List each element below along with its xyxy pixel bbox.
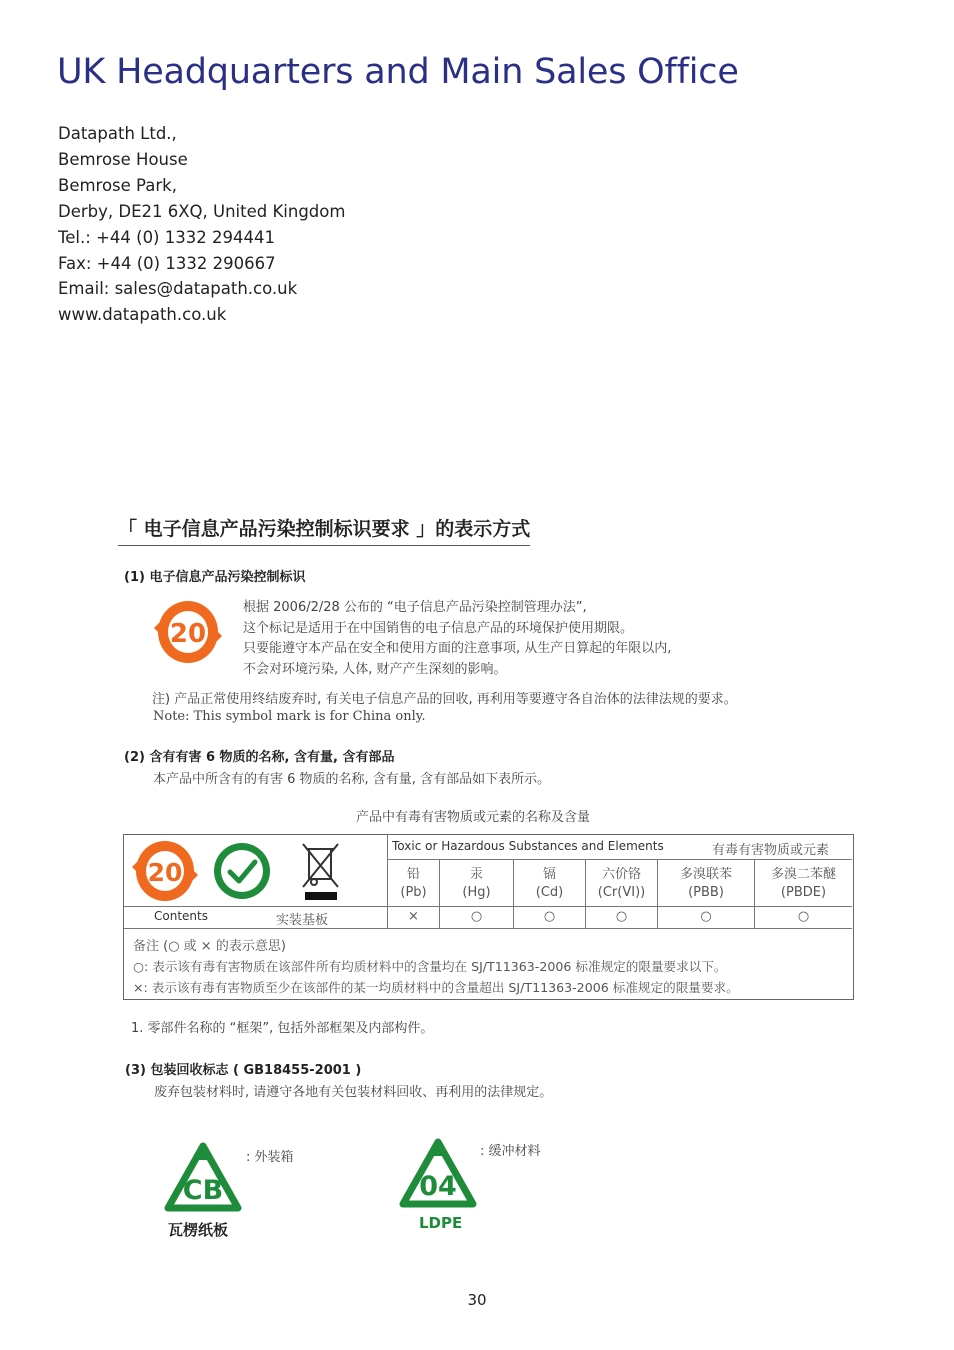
ldpe-recycle-icon: [399, 1138, 477, 1212]
col-mercury-sym: (Hg): [462, 885, 491, 900]
value-chromium: ○: [615, 909, 628, 924]
ldpe-material-name: LDPE: [419, 1214, 463, 1232]
cb-code: CB: [182, 1175, 224, 1206]
section1-line-1: 根据 2006/2/28 公布的 “电子信息产品污染控制管理办法”,: [243, 600, 587, 615]
cb-recycle-icon: [164, 1142, 242, 1216]
efup-number: 20: [169, 619, 207, 649]
fax: Fax: +44 (0) 1332 290667: [58, 253, 276, 273]
value-pbde: ○: [797, 909, 810, 924]
col-chromium-sym: (Cr(VI)): [597, 885, 646, 900]
table-efup-20-icon: [130, 838, 200, 904]
col-cadmium-cn: 镉: [542, 867, 556, 882]
website-link[interactable]: www.datapath.co.uk: [58, 305, 227, 325]
city-line: Derby, DE21 6XQ, United Kingdom: [58, 201, 346, 221]
row-label-chinese: 实装基板: [276, 913, 329, 928]
col-mercury-cn: 汞: [469, 867, 483, 882]
col-pbde-sym: (PBDE): [780, 885, 827, 900]
col-lead-cn: 铅: [406, 867, 420, 882]
col-chromium-cn: 六价铬: [601, 867, 641, 882]
value-lead: ×: [408, 909, 419, 924]
section1-line-4: 不会对环境污染, 人体, 财产产生深刻的影响。: [243, 662, 507, 677]
ldpe-label: : 缓冲材料: [480, 1144, 541, 1159]
section2-heading: (2) 含有有害 6 物质的名称, 含有量, 含有部品: [124, 750, 395, 765]
telephone: Tel.: +44 (0) 1332 294441: [58, 227, 275, 247]
value-cadmium: ○: [543, 909, 556, 924]
section3-heading: (3) 包装回收标志 ( GB18455-2001 ): [125, 1063, 362, 1078]
section1-line-3: 只要能遵守本产品在安全和使用方面的注意事项, 从生产日算起的年限以内,: [243, 641, 672, 656]
value-pbb: ○: [700, 909, 712, 924]
rohs-heading: 「 电子信息产品污染控制标识要求 」的表示方式: [118, 514, 530, 546]
efup-20-logo-icon: [150, 598, 226, 666]
cb-label: : 外装箱: [246, 1150, 294, 1165]
table-efup-number: 20: [147, 858, 183, 887]
remark-cross: ×: 表示该有毒有害物质至少在该部件的某一均质材料中的含量超出 SJ/T11363-2006 标准规定的限量要求。: [133, 980, 739, 995]
park-name: Bemrose Park,: [58, 175, 177, 195]
table-caption: 产品中有毒有害物质或元素的名称及含量: [356, 810, 591, 825]
section3-text: 废弃包装材料时, 请遵守各地有关包装材料回收、再利用的法律规定。: [154, 1085, 553, 1100]
green-eco-check-icon: [211, 840, 273, 902]
section2-text: 本产品中所含有的有害 6 物质的名称, 含有量, 含有部品如下表所示。: [153, 772, 551, 787]
company-name: Datapath Ltd.,: [58, 124, 177, 143]
col-pbb-sym: (PBB): [688, 885, 724, 900]
hazardous-substances-table: [123, 834, 854, 1000]
col-pbb-cn: 多溴联苯: [679, 867, 732, 882]
remark-circle: ○: 表示该有毒有害物质在该部件所有均质材料中的含量均在 SJ/T11363-2006 标准规定的限量要求以下。: [133, 959, 727, 974]
section1-note-english: Note: This symbol mark is for China only.: [153, 709, 426, 724]
page-title: UK Headquarters and Main Sales Office: [57, 52, 739, 92]
email[interactable]: Email: sales@datapath.co.uk: [58, 279, 298, 299]
frame-footnote: 1. 零部件名称的 “框架”, 包括外部框架及内部构件。: [131, 1021, 434, 1036]
section1-line-2: 这个标记是适用于在中国销售的电子信息产品的环境保护使用期限。: [243, 621, 634, 636]
col-lead-sym: (Pb): [400, 885, 427, 900]
page-number: 30: [467, 1291, 487, 1309]
row-label-english: Contents: [154, 909, 208, 923]
col-pbde-cn: 多溴二苯醚: [770, 867, 836, 882]
table-header-chinese: 有毒有害物质或元素: [712, 843, 830, 858]
section1-heading: (1) 电子信息产品污染控制标识: [124, 570, 306, 585]
col-cadmium-sym: (Cd): [535, 885, 564, 900]
address-block: [58, 121, 345, 328]
table-header-english: Toxic or Hazardous Substances and Elements: [392, 839, 664, 853]
value-mercury: ○: [470, 909, 483, 924]
remarks-heading: 备注 (○ 或 × 的表示意思): [133, 939, 286, 954]
section1-note-chinese: 注) 产品正常使用终结废弃时, 有关电子信息产品的回收, 再利用等要遵守各自治体的法律法规的要求。: [152, 692, 737, 707]
ldpe-code: 04: [419, 1171, 457, 1202]
cb-material-name: 瓦楞纸板: [168, 1221, 229, 1239]
crossed-wheelie-bin-icon: [300, 841, 342, 903]
building-name: Bemrose House: [58, 149, 188, 169]
